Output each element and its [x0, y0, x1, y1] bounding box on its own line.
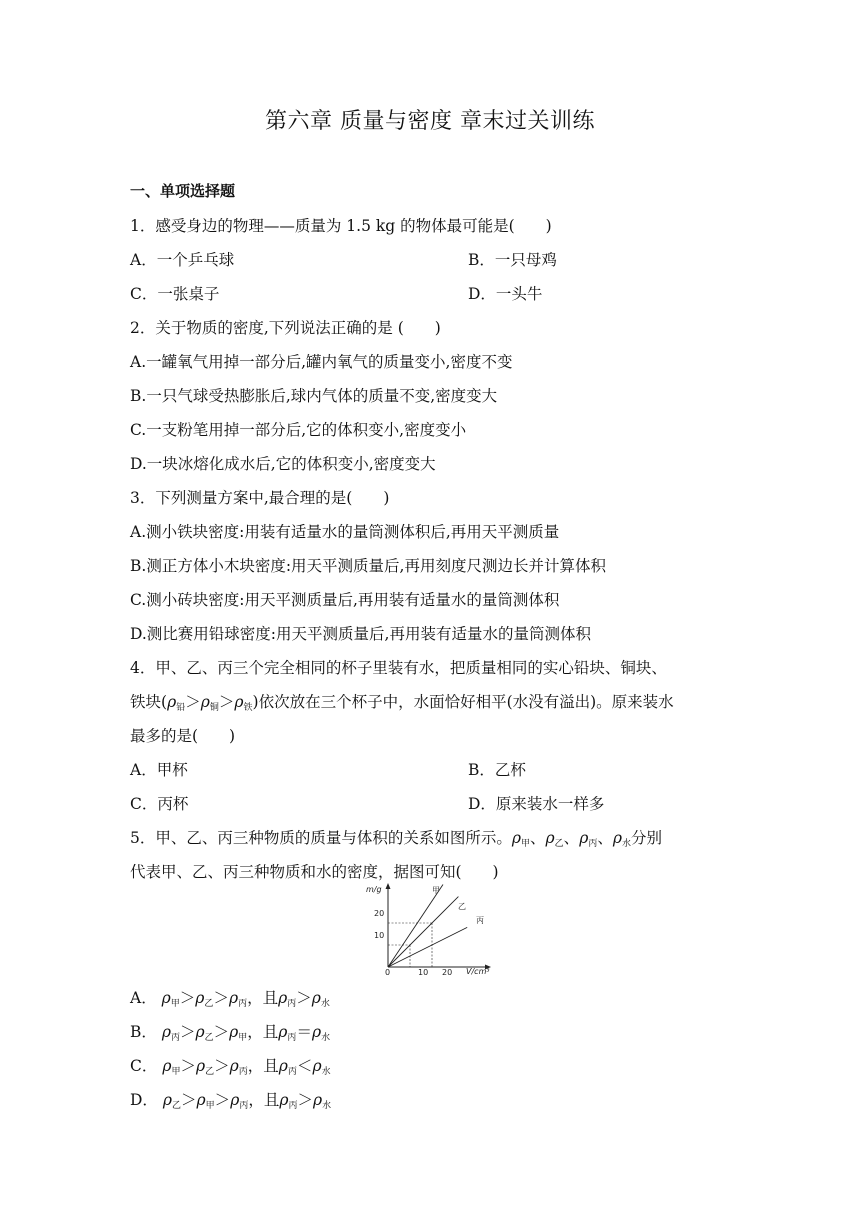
q4-line2-post: )依次放在三个杯子中，水面恰好相平(水没有溢出)。原来装水: [252, 693, 674, 711]
q1-option-a: A．一个乒乓球: [130, 251, 235, 269]
sub-bing: 丙: [287, 1067, 297, 1077]
gt: ＞: [213, 1023, 230, 1041]
q4-option-d: D．原来装水一样多: [468, 795, 605, 813]
x-tick-20: 20: [442, 968, 453, 975]
q2-option-c: C.一支粉笔用掉一部分后,它的体积变小,密度变小: [130, 421, 467, 439]
sub-jia: 甲: [170, 999, 180, 1009]
rho-symbol: ρ: [195, 1057, 206, 1075]
q2-option-a: A.一罐氧气用掉一部分后,罐内氧气的质量变小,密度不变: [130, 353, 513, 371]
page-title: 第六章 质量与密度 章末过关训练: [265, 109, 595, 134]
sub-shui: 水: [322, 1101, 332, 1111]
and: ，且: [247, 989, 279, 1007]
sub-iron: 铁: [243, 703, 253, 713]
q1-option-b: B．一只母鸡: [468, 251, 557, 269]
rho-symbol: ρ: [278, 1057, 288, 1075]
sub-bing: 丙: [239, 1101, 249, 1111]
sub-jia: 甲: [521, 839, 531, 849]
rho-symbol: ρ: [511, 829, 521, 847]
q4-line1: 4．甲、乙、丙三个完全相同的杯子里装有水，把质量相同的实心铅块、铜块、: [130, 659, 667, 677]
sub-bing: 丙: [588, 839, 598, 849]
q5-option-b: [130, 1020, 330, 1043]
q3-option-c: C.测小砖块密度:用天平测质量后,再用装有适量水的量筒测体积: [130, 591, 560, 609]
origin-label: 0: [385, 968, 391, 975]
sub-yi: 乙: [204, 1033, 214, 1043]
line-label-jia: 甲: [432, 886, 440, 895]
sub-shui: 水: [621, 839, 631, 849]
sub-jia: 甲: [205, 1101, 215, 1111]
rho-symbol: ρ: [229, 1057, 239, 1075]
sub-yi: 乙: [172, 1101, 182, 1111]
sub-shui: 水: [321, 1033, 331, 1043]
sub-bing: 丙: [170, 1033, 180, 1043]
sub-copper: 铜: [209, 703, 219, 713]
line-label-bing: 丙: [476, 916, 484, 925]
y-tick-10: 10: [374, 931, 385, 940]
q4-option-b: B．乙杯: [468, 761, 526, 779]
series-line-1: [388, 885, 443, 968]
q4-option-a: A．甲杯: [130, 761, 188, 779]
lt: ＜: [296, 1057, 313, 1075]
sub-lead: 铅: [176, 703, 186, 713]
sub-bing: 丙: [287, 999, 297, 1009]
rho-symbol: ρ: [313, 1091, 323, 1109]
q5-option-a: [130, 986, 330, 1009]
and: ，且: [247, 1057, 279, 1075]
rho-symbol: ρ: [195, 1023, 205, 1041]
rho-symbol: ρ: [230, 1091, 240, 1109]
q2-option-d: D.一块冰熔化成水后,它的体积变小,密度变大: [130, 455, 436, 473]
option-label: A．: [130, 989, 157, 1007]
q5-option-d: [130, 1088, 331, 1111]
gt: ＞: [214, 1057, 230, 1075]
rho-symbol: ρ: [579, 829, 589, 847]
y-axis-arrow: [386, 883, 391, 889]
gt: ＞: [179, 989, 196, 1007]
rho-symbol: ρ: [228, 989, 239, 1007]
sub-shui: 水: [321, 1067, 331, 1077]
sub-bing: 丙: [287, 1033, 297, 1043]
rho-symbol: ρ: [196, 1091, 206, 1109]
sep: 、: [597, 829, 613, 847]
q2-option-b: B.一只气球受热膨胀后,球内气体的质量不变,密度变大: [130, 387, 498, 405]
rho-symbol: ρ: [234, 693, 244, 711]
y-axis-label: m/g: [366, 885, 382, 894]
and: ，且: [248, 1091, 280, 1109]
option-label: B．: [130, 1023, 157, 1041]
q1-option-c: C．一张桌子: [130, 285, 220, 303]
q3-stem: 3．下列测量方案中,最合理的是( ): [130, 489, 390, 507]
and: ，且: [247, 1023, 279, 1041]
q4-line2: [130, 690, 674, 713]
sub-bing: 丙: [288, 1101, 298, 1111]
gt: ＞: [179, 1023, 196, 1041]
sub-yi: 乙: [554, 839, 564, 849]
q1-option-d: D．一头牛: [468, 285, 543, 303]
y-tick-20: 20: [374, 909, 385, 918]
sub-shui: 水: [320, 999, 330, 1009]
gt: ＞: [297, 1091, 313, 1109]
rho-symbol: ρ: [311, 1023, 322, 1041]
x-tick-10: 10: [418, 968, 429, 975]
sub-bing: 丙: [238, 1067, 248, 1077]
section-heading: 一、单项选择题: [130, 182, 236, 200]
q1-stem: 1．感受身边的物理——质量为 1.5 kg 的物体最可能是( ): [130, 217, 552, 235]
option-label: D．: [130, 1091, 158, 1109]
line-label-yi: 乙: [458, 902, 466, 911]
gt: ＞: [181, 1091, 197, 1109]
sub-jia: 甲: [238, 1033, 248, 1043]
rho-symbol: ρ: [229, 1023, 239, 1041]
sep: 、: [563, 829, 580, 847]
sub-jia: 甲: [171, 1067, 181, 1077]
rho-symbol: ρ: [311, 989, 321, 1007]
q5-line1-post: 分别: [630, 829, 662, 847]
rho-symbol: ρ: [162, 1057, 172, 1075]
sub-yi: 乙: [204, 999, 214, 1009]
series-line-3: [388, 927, 467, 967]
rho-symbol: ρ: [200, 693, 210, 711]
rho-symbol: ρ: [161, 989, 171, 1007]
gt: ＞: [218, 693, 235, 711]
rho-symbol: ρ: [279, 1091, 289, 1109]
q3-option-a: A.测小铁块密度:用装有适量水的量筒测体积后,再用天平测质量: [130, 523, 560, 541]
sub-yi: 乙: [205, 1067, 215, 1077]
sep: 、: [530, 829, 546, 847]
q5-line2: 代表甲、乙、丙三种物质和水的密度，据图可知( ): [130, 863, 499, 881]
x-axis-label: V/cm³: [466, 967, 490, 975]
q4-option-c: C．丙杯: [130, 795, 189, 813]
q3-option-b: B.测正方体小木块密度:用天平测质量后,再用刻度尺测边长并计算体积: [130, 557, 606, 575]
q4-line2-pre: 铁块(: [130, 693, 168, 711]
q3-option-d: D.测比赛用铅球密度:用天平测质量后,再用装有适量水的量筒测体积: [130, 625, 591, 643]
rho-symbol: ρ: [612, 829, 622, 847]
rho-symbol: ρ: [278, 1023, 288, 1041]
eq: ＝: [296, 1023, 312, 1041]
q4-line3: 最多的是( ): [130, 727, 236, 745]
rho-symbol: ρ: [195, 989, 205, 1007]
rho-symbol: ρ: [162, 1091, 172, 1109]
q5-line1: [130, 826, 662, 849]
gt: ＞: [213, 989, 229, 1007]
q2-stem: 2．关于物质的密度,下列说法正确的是 ( ): [130, 319, 441, 337]
gt: ＞: [180, 1057, 196, 1075]
rho-symbol: ρ: [161, 1023, 171, 1041]
option-label: C．: [130, 1057, 158, 1075]
q5-option-c: [130, 1054, 331, 1077]
gt: ＞: [296, 989, 312, 1007]
rho-symbol: ρ: [545, 829, 555, 847]
mass-volume-graph: [360, 881, 500, 975]
gt: ＞: [214, 1091, 231, 1109]
rho-symbol: ρ: [167, 693, 177, 711]
rho-symbol: ρ: [278, 989, 288, 1007]
sub-bing: 丙: [238, 999, 248, 1009]
q5-line1-pre: 5．甲、乙、丙三种物质的质量与体积的关系如图所示。: [130, 829, 512, 847]
rho-symbol: ρ: [312, 1057, 322, 1075]
series-line-2: [388, 897, 458, 967]
gt: ＞: [185, 693, 201, 711]
